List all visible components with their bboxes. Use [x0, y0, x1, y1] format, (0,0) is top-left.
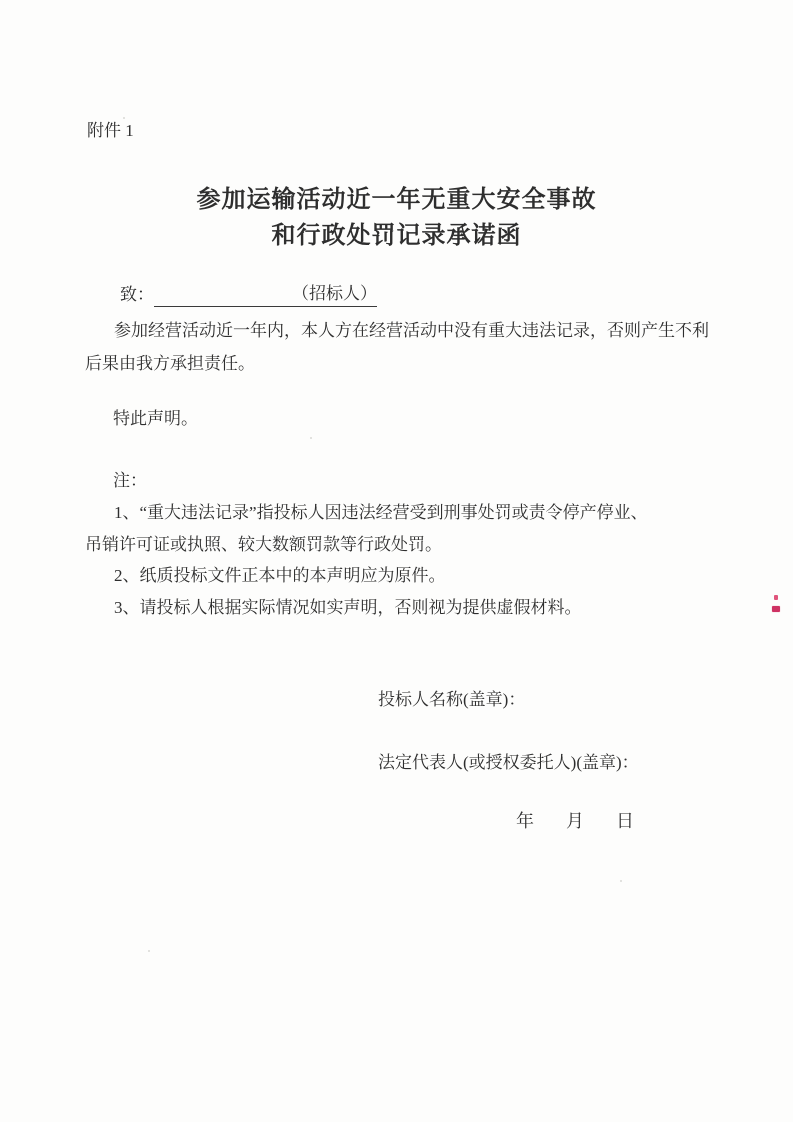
- note-item-1-line2: 吊销许可证或执照、较大数额罚款等行政处罚。: [85, 534, 442, 554]
- note-item-2: 2、纸质投标文件正本中的本声明应为原件。: [114, 566, 446, 585]
- notes-list: [85, 497, 735, 623]
- scan-speck: [310, 437, 312, 439]
- scan-speck: [148, 950, 150, 952]
- salutation-line: [120, 282, 377, 307]
- document-title: [0, 182, 793, 254]
- commitment-paragraph-line1: 参加经营活动近一年内，本人方在经营活动中没有重大违法记录，否则产生不利: [114, 321, 709, 340]
- document-title-line2: 和行政处罚记录承诺函: [271, 223, 522, 249]
- salutation-underline: [154, 282, 377, 307]
- date-line: [516, 807, 635, 833]
- note-item-1-line1: 1、“重大违法记录”指投标人因违法经营受到刑事处罚或责令停产停业、: [114, 503, 648, 522]
- attachment-label: 附件 1: [87, 121, 134, 140]
- note-item-3: 3、请投标人根据实际情况如实声明，否则视为提供虚假材料。: [114, 597, 582, 617]
- date-day-label: 日: [616, 811, 635, 831]
- document-title-line1: 参加运输活动近一年无重大安全事故: [196, 187, 597, 213]
- recipient-blank-field: [154, 286, 292, 306]
- salutation-suffix: （招标人）: [292, 284, 377, 303]
- red-ink-scan-artifact-small: [774, 595, 778, 600]
- commitment-paragraph-line2: 后果由我方承担责任。: [85, 354, 255, 373]
- commitment-paragraph: [85, 314, 725, 380]
- notes-label: 注：: [113, 471, 147, 490]
- declaration-statement: 特此声明。: [113, 409, 198, 428]
- bidder-name-seal-label: 投标人名称(盖章)：: [378, 690, 526, 709]
- date-month-label: 月: [566, 811, 585, 831]
- scan-speck: [123, 117, 125, 119]
- legal-representative-seal-label: 法定代表人(或授权委托人)(盖章)：: [378, 753, 639, 772]
- date-year-label: 年: [516, 811, 535, 831]
- salutation-prefix: 致：: [120, 285, 154, 304]
- scan-speck: [620, 880, 622, 882]
- red-ink-scan-artifact-large: [772, 606, 780, 612]
